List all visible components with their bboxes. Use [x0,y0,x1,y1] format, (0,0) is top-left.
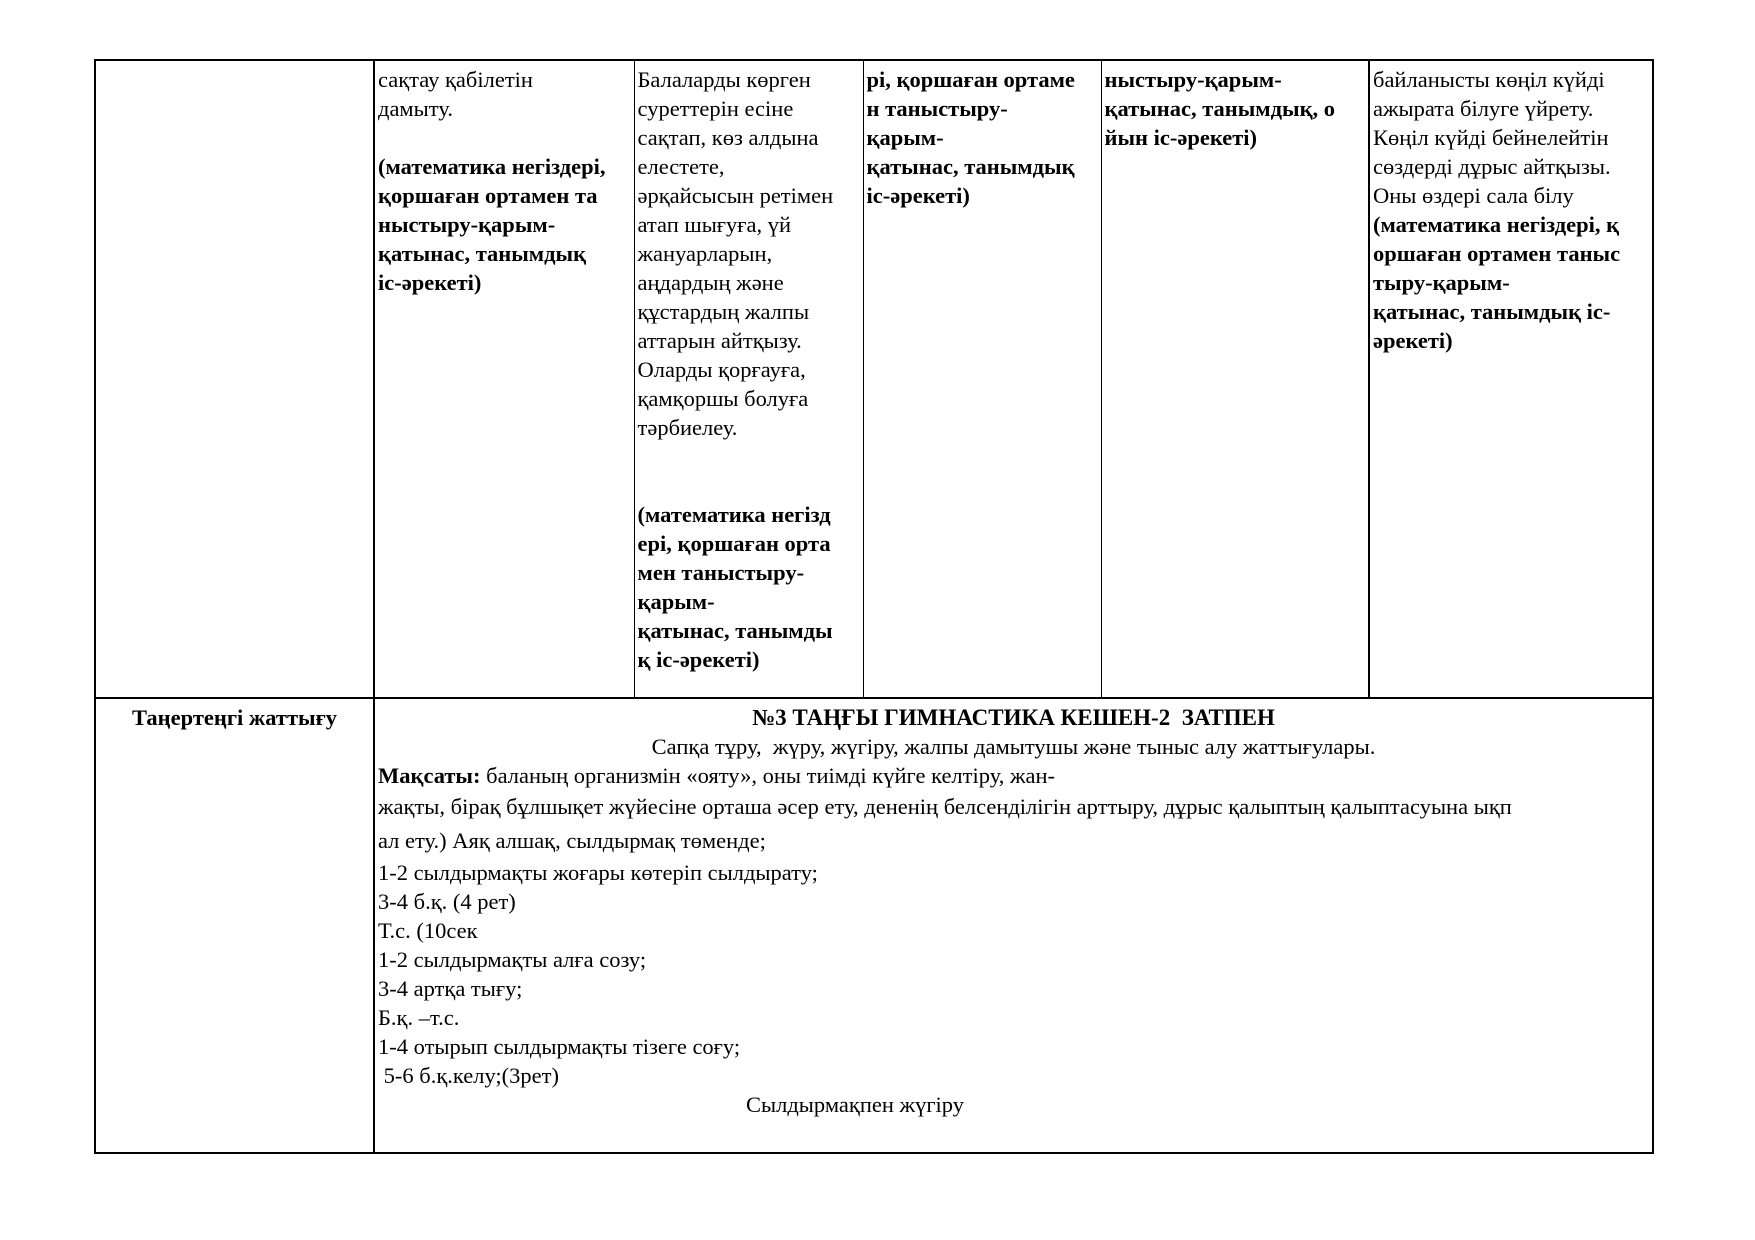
goal-text: баланың организмін «ояту», оны тиімді күйге келтіру, жан- [480,763,1056,788]
bold-line: (математика негіздері, [378,154,606,179]
bold-line: қатынас, танымдық іс- [1373,299,1611,324]
row-label-cell-empty [95,60,374,698]
text-line: суреттерін есіне [637,96,794,121]
gymnastics-subtitle: Сапқа тұру, жүру, жүгіру, жалпы дамытушы және тыныс алу жаттығулары. [651,734,1376,759]
row-label-morning-exercise: Таңертеңгі жаттығу [95,698,374,1153]
cell-col1 [374,60,634,698]
gymnastics-title: №3 ТАҢҒЫ ГИМНАСТИКА КЕШЕН-2 ЗАТПЕН [752,705,1275,730]
exercise-step: 3-4 артқа тығу; [378,976,523,1001]
bold-line: рі, қоршаған ортаме [866,67,1075,92]
bold-line: ныстыру-қарым- [378,212,556,237]
text-line: ажырата білуге үйрету. [1373,96,1594,121]
text-line: сақтап, көз алдына [637,125,819,150]
exercise-step: Б.қ. –т.с. [378,1005,460,1030]
text-line: аттарын айтқызу. [637,328,802,353]
exercise-step: 1-2 сылдырмақты жоғары көтеріп сылдырату; [378,860,818,885]
bold-line: қарым- [866,125,944,150]
text-line: қамқоршы болуға [637,386,809,411]
bold-line: ныстыру-қарым- [1104,67,1282,92]
goal-paragraph [378,761,1649,790]
bold-line: қатынас, танымды [637,618,833,643]
text-line: елестете, [637,154,725,179]
text-line: әрқайсысын ретімен [637,183,834,208]
bold-line: мен таныстыру- [637,560,805,585]
exercise-step: 1-2 сылдырмақты алға созу; [378,947,647,972]
text-line: құстардың жалпы [637,299,810,324]
gymnastics-cell [374,698,1653,1153]
cell-col4 [1101,60,1369,698]
cell-col3 [863,60,1101,698]
closing-line: Сылдырмақпен жүгіру [746,1092,965,1117]
bold-line: (математика негізд [637,502,831,527]
goal-text-line: ал ету.) Аяқ алшақ, сылдырмақ төменде; [378,828,766,853]
cell-col2 [634,60,863,698]
bold-line: ері, қоршаған орта [637,531,831,556]
bold-line: оршаған ортамен таныс [1373,241,1621,266]
table-row [95,60,1653,698]
bold-line: қатынас, танымдық [378,241,587,266]
text-line: сөздерді дұрыс айтқызы. [1373,154,1611,179]
text-line: Көңіл күйді бейнелейтін [1373,125,1609,150]
table-row [95,698,1653,1153]
bold-line: (математика негіздері, қ [1373,212,1620,237]
bold-line: қатынас, танымдық, о [1104,96,1336,121]
text-line: сақтау қабілетін [378,67,533,92]
bold-line: тыру-қарым- [1373,270,1510,295]
bold-line: қ іс-әрекеті) [637,647,760,672]
cell-col5 [1369,60,1653,698]
text-line: атап шығуға, үй [637,212,792,237]
bold-line: қарым- [637,589,715,614]
text-line: Оларды қорғауға, [637,357,806,382]
goal-text-line: жақты, бірақ бұлшықет жүйесіне орташа әсер ету, дененің белсенділігін арттыру, дұрыс қалыптың қалыптасуына ықп [378,794,1512,819]
exercise-step: Т.с. (10сек [378,918,478,943]
bold-line: н таныстыру- [866,96,1008,121]
text-line: аңдардың және [637,270,784,295]
bold-line: әрекеті) [1373,328,1453,353]
exercise-step: 1-4 отырып сылдырмақты тізеге соғу; [378,1034,741,1059]
exercise-step: 5-6 б.қ.келу;(3рет) [378,1063,559,1088]
plan-table [94,59,1654,1154]
text-line: Оны өздері сала білу [1373,183,1574,208]
text-line: дамыту. [378,96,453,121]
bold-line: іс-әрекеті) [866,183,970,208]
goal-label: Мақсаты: [378,763,481,788]
bold-line: йын іс-әрекеті) [1104,125,1258,150]
text-line: Балаларды көрген [637,67,811,92]
exercise-step: 3-4 б.қ. (4 рет) [378,889,516,914]
text-line: байланысты көңіл күйді [1373,67,1605,92]
bold-line: қатынас, танымдық [866,154,1075,179]
text-line: тәрбиелеу. [637,415,738,440]
text-line: жануарларын, [637,241,773,266]
bold-line: қоршаған ортамен та [378,183,598,208]
bold-line: іс-әрекеті) [378,270,482,295]
